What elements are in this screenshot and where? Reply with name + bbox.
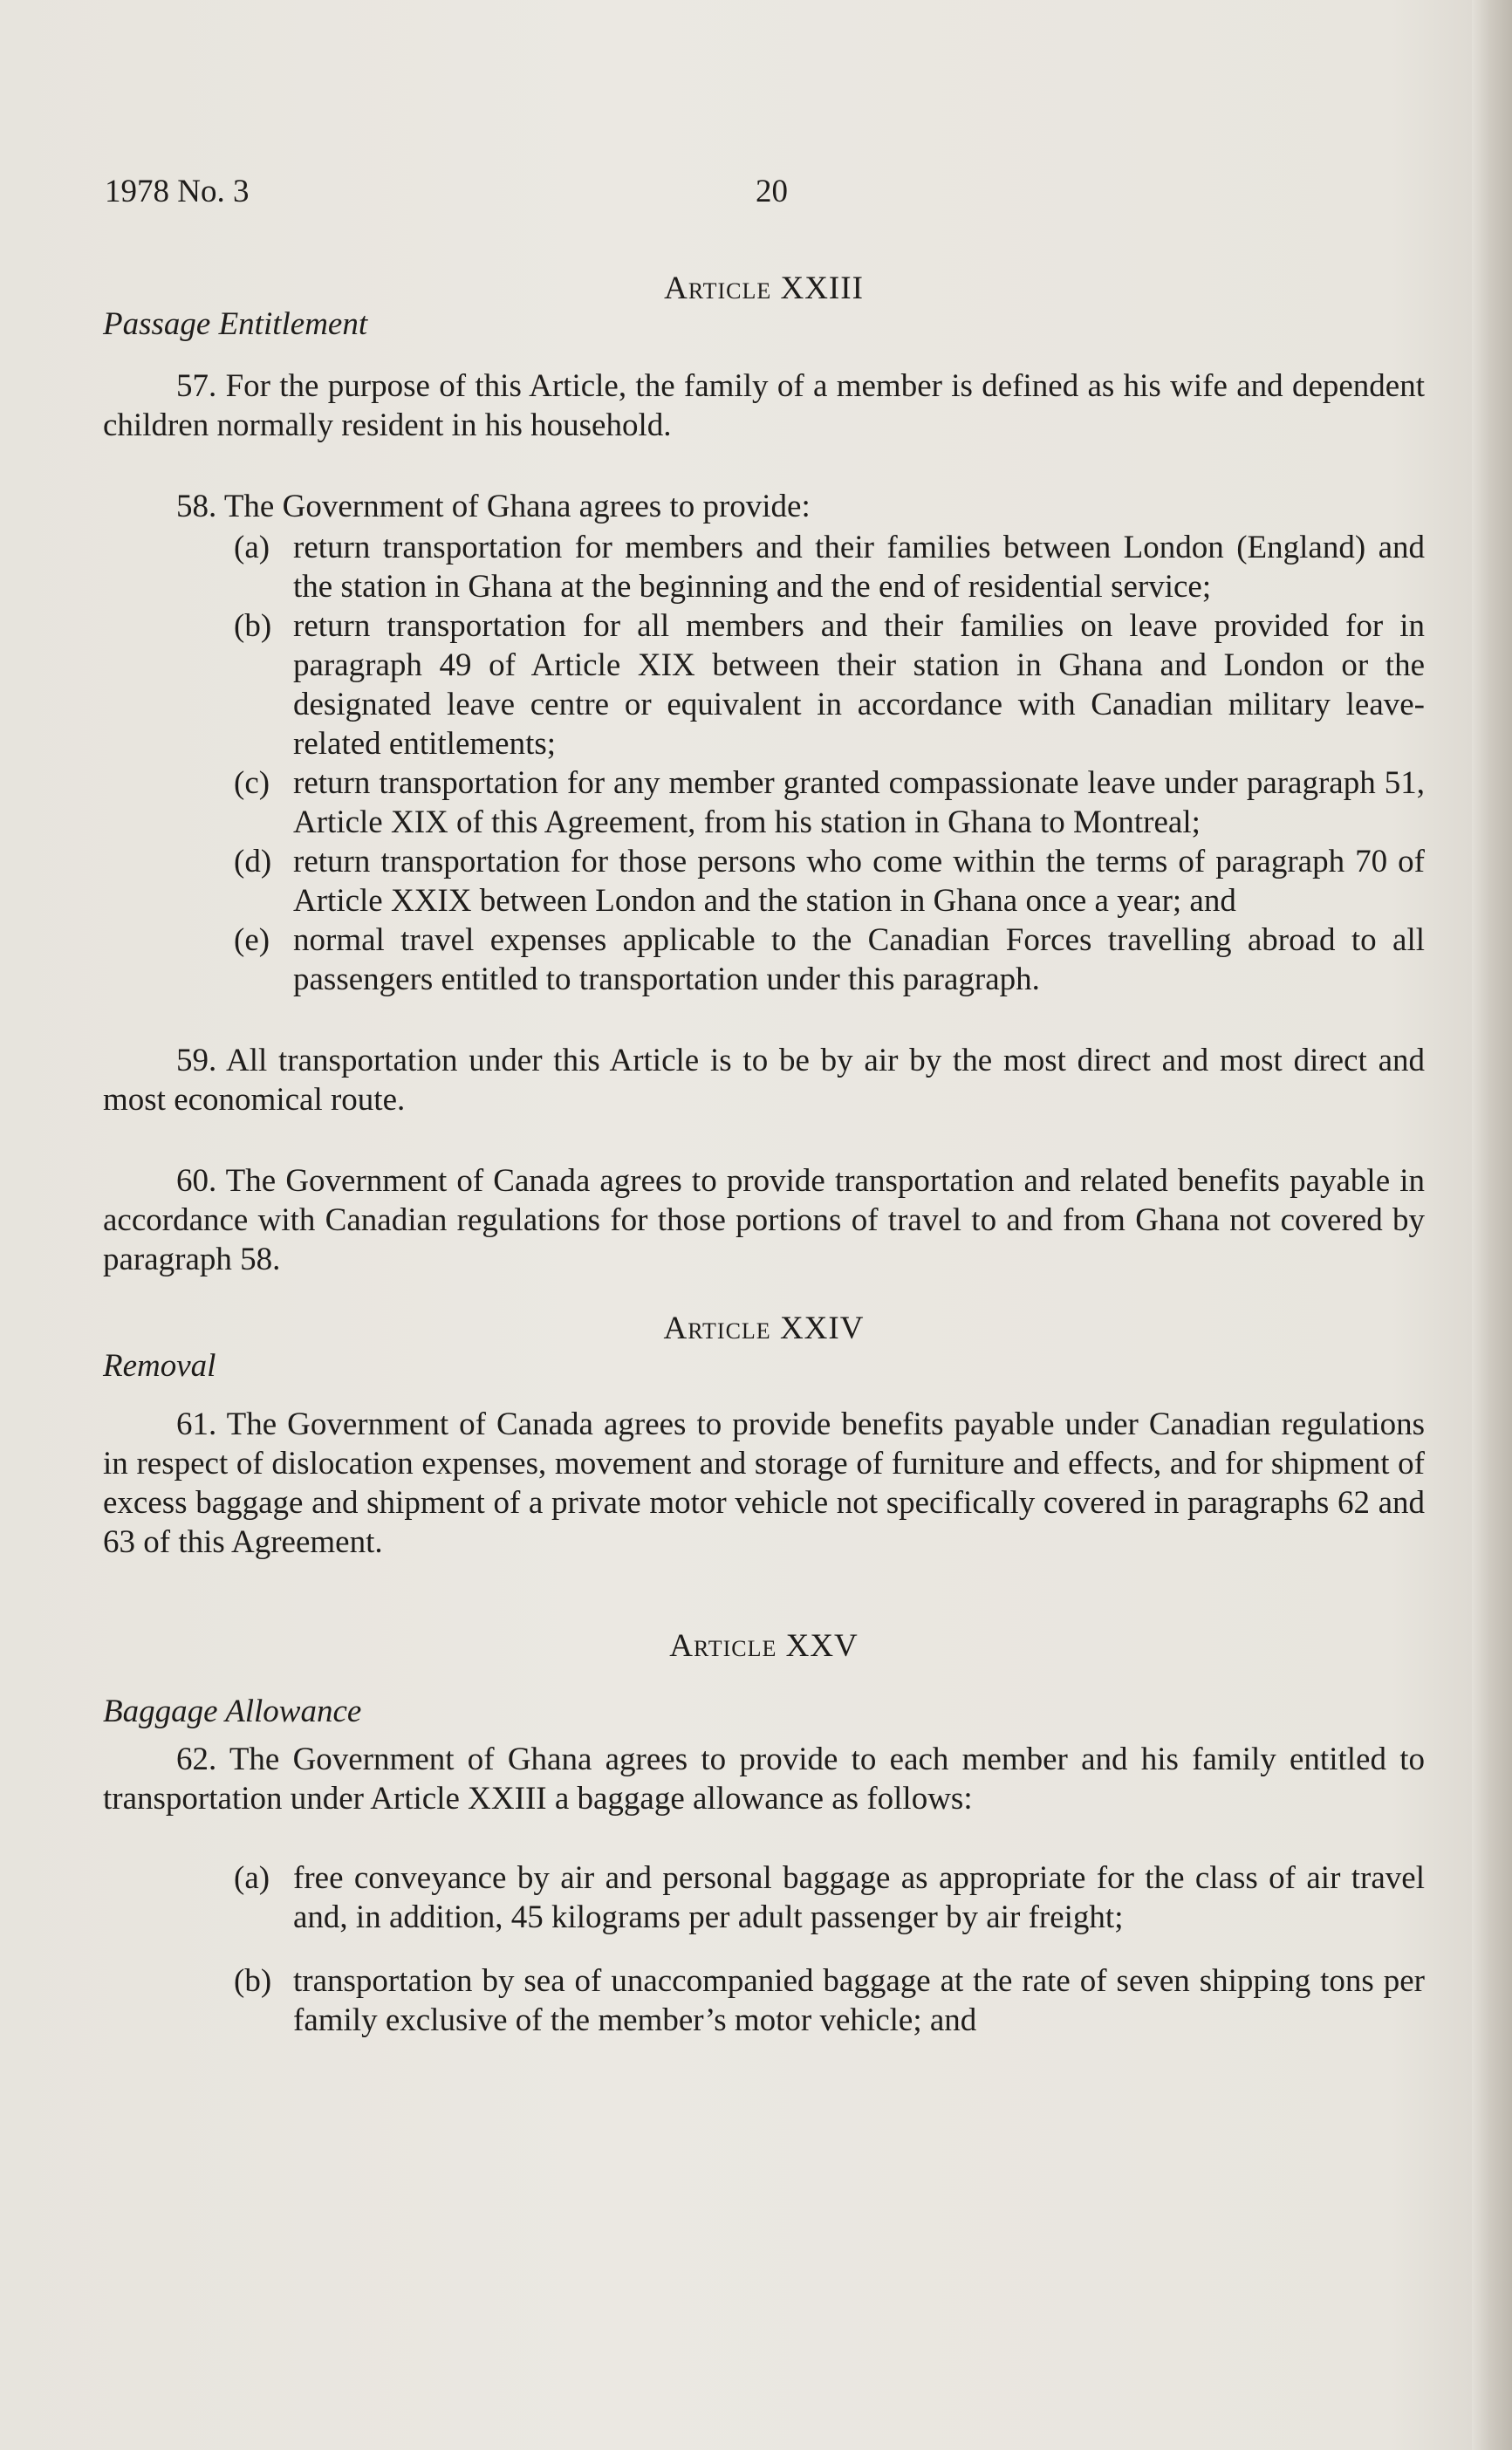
list-item-58c	[103, 763, 1425, 842]
item-label: (c)	[234, 765, 270, 801]
item-text: return transportation for members and their families between London (England) and the station in Ghana at the beginning and the end of residential service;	[293, 530, 1425, 605]
paragraph-60: 60. The Government of Canada agrees to provide transportation and related benefits payable in accordance with Canadian regulations for those portions of travel to and from Ghana not covered by paragraph 58.	[103, 1163, 1425, 1277]
passage-entitlement-title: Passage Entitlement	[103, 306, 368, 342]
article-25-heading: Article XXV	[669, 1628, 859, 1664]
list-item-62a	[103, 1858, 1425, 1937]
item-text: free conveyance by air and personal baggage as appropriate for the class of air travel and, in addition, 45 kilograms per adult passenger by air freight;	[293, 1860, 1425, 1935]
page-header	[105, 173, 1413, 225]
paragraph-61: 61. The Government of Canada agrees to provide benefits payable under Canadian regulations in respect of dislocation expenses, movement and storage of furniture and effects, and for shipment of excess baggage and shipment of a private motor vehicle not specifically covered in paragraphs 62 and 63 of this Agreement.	[103, 1406, 1425, 1560]
item-text: normal travel expenses applicable to the Canadian Forces travelling abroad to all passengers entitled to transportation under this paragraph.	[293, 922, 1425, 997]
document-body	[103, 269, 1425, 2040]
list-item-58d	[103, 842, 1425, 920]
item-text: return transportation for any member granted compassionate leave under paragraph 51, Article XIX of this Agreement, from his station in Ghana to Montreal;	[293, 765, 1425, 840]
item-label: (a)	[234, 530, 270, 565]
article-24-heading: Article XXIV	[663, 1311, 865, 1346]
list-item-58a	[103, 528, 1425, 606]
item-text: return transportation for all members and their families on leave provided for in paragraph 49 of Article XIX between their station in Ghana and London or the designated leave centre or equivalent in accordance with Canadian military leave-related entitlements;	[293, 608, 1425, 762]
baggage-allowance-title: Baggage Allowance	[103, 1694, 362, 1729]
page-number: 20	[756, 174, 788, 209]
removal-title: Removal	[103, 1348, 216, 1384]
item-label: (d)	[234, 844, 272, 879]
paragraph-59: 59. All transportation under this Article is to be by air by the most direct and most direct and most economical route.	[103, 1043, 1425, 1118]
article-23-heading: Article XXIII	[664, 270, 864, 306]
list-item-58b	[103, 606, 1425, 763]
item-text: transportation by sea of unaccompanied baggage at the rate of seven shipping tons per family exclusive of the member’s motor vehicle; and	[293, 1963, 1425, 2038]
item-label: (e)	[234, 922, 270, 958]
paragraph-62-intro: 62. The Government of Ghana agrees to provide to each member and his family entitled to transportation under Article XXIII a baggage allowance as follows:	[103, 1742, 1425, 1817]
page-spine-shadow	[1472, 0, 1512, 2450]
item-label: (a)	[234, 1860, 270, 1896]
paragraph-58-intro: 58. The Government of Ghana agrees to provide:	[176, 489, 811, 524]
item-label: (b)	[234, 1963, 272, 1999]
year-number: 1978 No. 3	[105, 174, 250, 209]
item-label: (b)	[234, 608, 272, 644]
paragraph-57: 57. For the purpose of this Article, the family of a member is defined as his wife and dependent children normally resident in his household.	[103, 368, 1425, 443]
item-text: return transportation for those persons who come within the terms of paragraph 70 of Article XXIX between London and the station in Ghana once a year; and	[293, 844, 1425, 919]
list-item-62b	[103, 1961, 1425, 2040]
list-item-58e	[103, 920, 1425, 999]
